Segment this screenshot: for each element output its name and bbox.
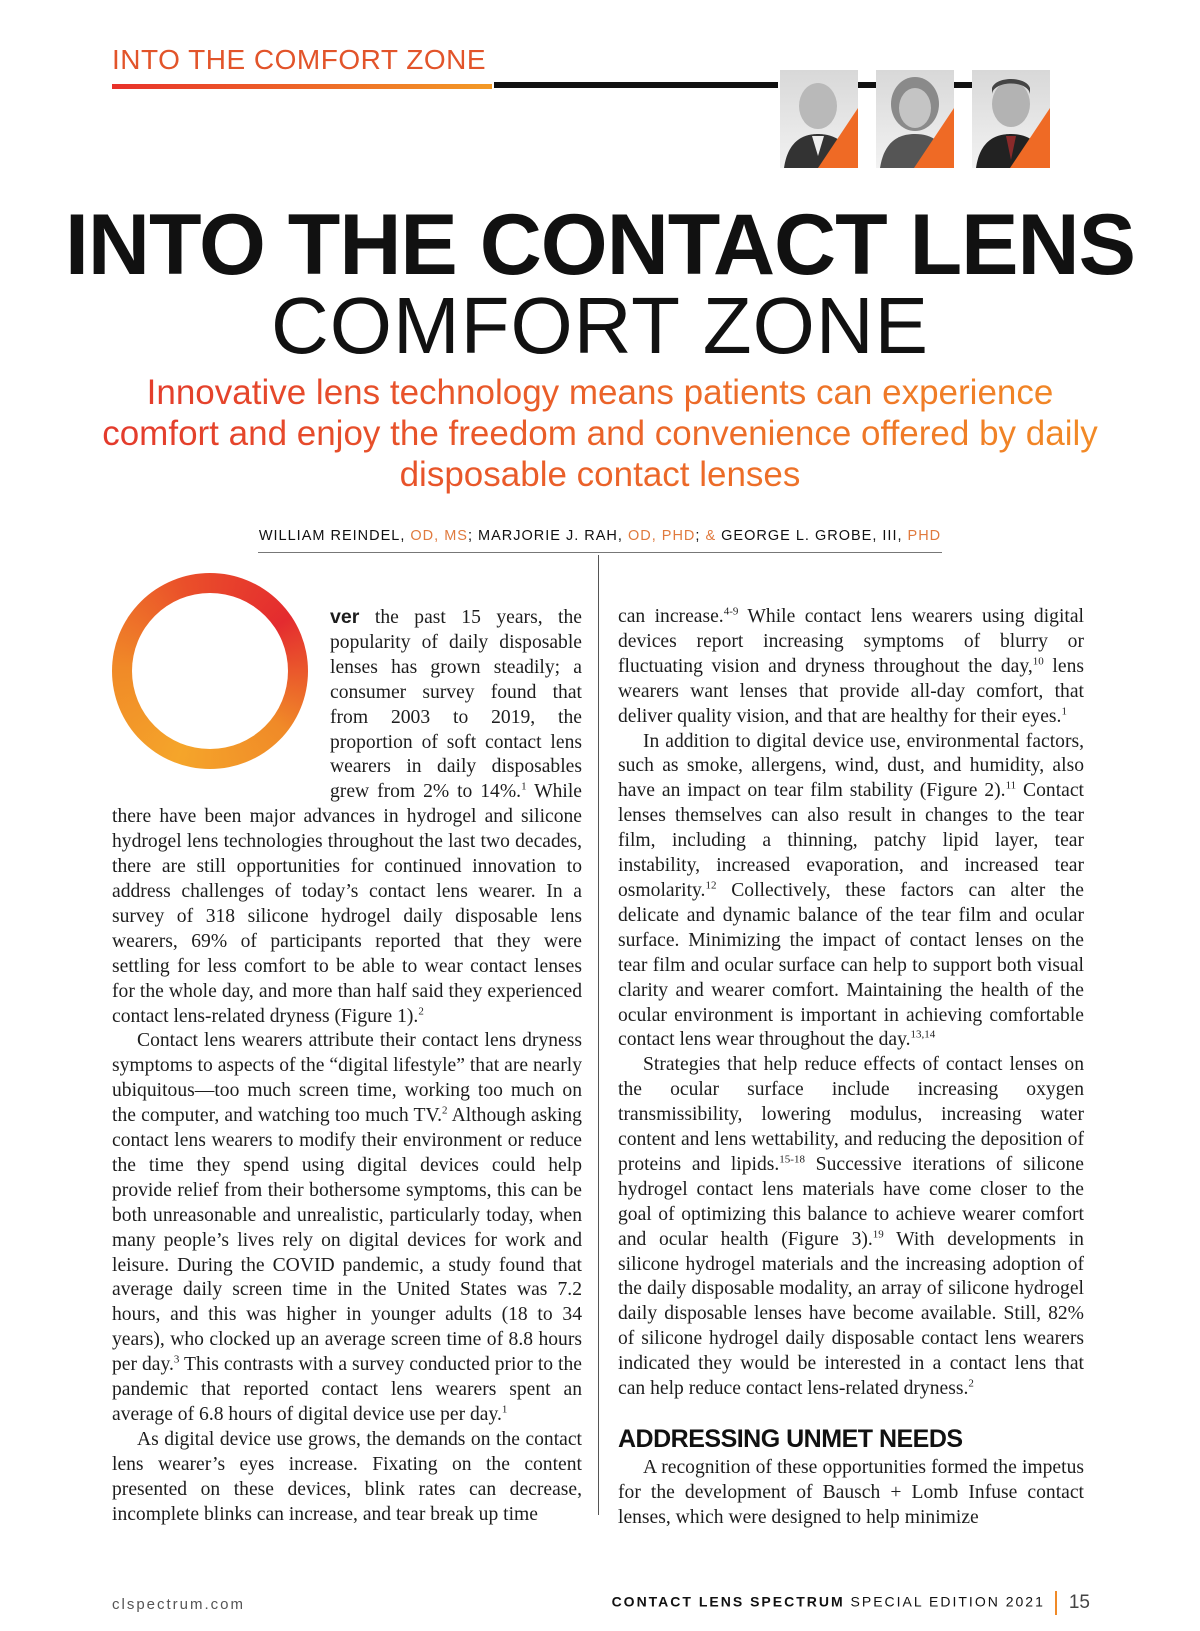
paragraph-text: Strategies that help reduce effects of contact lenses on the ocular surface include increasing oxygen transmissibility, lowering modulus, increasing water content and lens wettability, and reducing the deposition of proteins and lipids. (618, 1054, 1084, 1175)
body-paragraph (112, 1029, 582, 1428)
author-name: MARJORIE J. RAH, (478, 528, 623, 544)
drop-cap-space (110, 605, 320, 793)
paragraph-text: With developments in silicone hydrogel materials and the increasing adoption of the daily disposable modality, an array of silicone hydrogel daily disposable lenses have become available. Still, 82% of silicone hydrogel daily disposable contact lens wearers indicated they would be interested in a contact lens that can help reduce contact lens-related dryness. (618, 1228, 1084, 1400)
author-portrait-1 (780, 70, 858, 168)
body-paragraph (618, 1456, 1084, 1531)
article-subtitle: Innovative lens technology means patients can experience comfort and enjoy the freedom and convenience offered by daily disposable contact lenses (100, 372, 1100, 495)
byline-separator: ; (467, 528, 479, 544)
citation: 10 (1032, 655, 1044, 668)
citation: 1 (501, 1403, 508, 1416)
body-paragraph (618, 1053, 1084, 1402)
author-degree: PHD (902, 528, 942, 544)
footer-separator (1055, 1591, 1057, 1615)
byline-rule (258, 552, 942, 553)
section-underline (112, 84, 492, 89)
footer-website: clspectrum.com (112, 1596, 246, 1613)
paragraph-text: As digital device use grows, the demands on the contact lens wearer’s eyes increase. Fixating on the content presented on these devices, blink rates can decrease, incomplete blinks can increase, and tear break up time (112, 1428, 582, 1525)
body-paragraph (112, 1428, 582, 1528)
paragraph-text: can increase. (618, 606, 724, 627)
author-portrait-2 (876, 70, 954, 168)
citation: 13,14 (910, 1028, 936, 1041)
byline-ampersand: & (705, 528, 722, 544)
citation: 12 (705, 879, 717, 892)
paragraph-text: Collectively, these factors can alter the delicate and dynamic balance of the tear film and ocular surface. Minimizing the impact of contact lenses on the tear film and ocular surface can help to support both visual clarity and wearer comfort. Maintaining the health of the ocular environment is important in achieving comfortable contact lens wear throughout the day. (618, 879, 1084, 1051)
citation: 2 (968, 1377, 974, 1390)
footer-publication (612, 1591, 1090, 1615)
author-name: GEORGE L. GROBE, III, (721, 528, 903, 544)
citation: 15-18 (779, 1153, 805, 1166)
paragraph-text: Contact lenses themselves can also result in changes to the tear film, including a thinning, patchy lipid layer, tear instability, increased evaporation, and increased tear osmolarity. (618, 780, 1084, 901)
publication-edition: SPECIAL EDITION 2021 (844, 1593, 1045, 1610)
byline (0, 528, 1200, 544)
section-label: INTO THE COMFORT ZONE (112, 44, 487, 75)
citation: 1 (521, 780, 527, 793)
page-number: 15 (1068, 1592, 1090, 1613)
lead-word: ver (330, 606, 360, 628)
paragraph-text: the past 15 years, the popularity of daily disposable lenses has grown steadily; a consumer survey found that from 2003 to 2019, the proportion of soft contact lens wearers in daily disposables grew from 2% to 14%. (330, 607, 582, 803)
paragraph-text: While there have been major advances in hydrogel and silicone hydrogel lens technologies throughout the last two decades, there are still opportunities for continued innovation to address challenges of today’s contact lens wearer. In a survey of 318 silicone hydrogel daily disposable lens wearers, 69% of participants reported that they were settling for less comfort to be able to wear contact lenses for the whole day, and more than half said they experienced contact lens-related dryness (Figure 1). (112, 781, 582, 1027)
citation: 11 (1005, 779, 1017, 792)
body-column-left (112, 605, 582, 1528)
paragraph-text: Although asking contact lens wearers to modify their environment or reduce the time they spend using digital devices could help provide relief from their bothersome symptoms, this can be both unreasonable and unrealistic, particularly today, when many people’s lives rely on digital devices for work and leisure. During the COVID pandemic, a study found that average daily screen time in the United States was 7.2 hours, and this was higher in younger adults (18 to 34 years), who clocked up an average screen time of 8.8 hours per day. (112, 1105, 582, 1376)
body-paragraph (618, 730, 1084, 1054)
body-column-right (618, 605, 1084, 1531)
byline-separator: ; (695, 528, 706, 544)
citation: 3 (173, 1353, 180, 1366)
paragraph-text: A recognition of these opportunities formed the impetus for the development of Bausch + Lomb Infuse contact lenses, which were designed to help minimize (618, 1457, 1084, 1528)
citation: 19 (872, 1228, 884, 1241)
citation: 2 (418, 1004, 424, 1017)
author-degree: OD, MS (405, 528, 468, 544)
body-paragraph (618, 605, 1084, 730)
paragraph-text: Contact lens wearers attribute their contact lens dryness symptoms to aspects of the “digital lifestyle” that are nearly ubiquitous—too much screen time, working too much on the computer, and watching too much TV. (112, 1030, 582, 1127)
article-title-line-2: COMFORT ZONE (271, 281, 929, 370)
header-rule-dash (954, 82, 974, 88)
author-degree: OD, PHD (622, 528, 696, 544)
paragraph-text: In addition to digital device use, environmental factors, such as smoke, allergens, wind, dust, and humidity, also have an impact on tear film stability (Figure 2). (618, 730, 1084, 802)
publication-name: CONTACT LENS SPECTRUM (611, 1593, 845, 1610)
paragraph-text: lens wearers want lenses that provide all-day comfort, that deliver quality vision, and that are healthy for their eyes. (618, 655, 1084, 727)
author-portrait-3 (972, 70, 1050, 168)
header-rule (494, 82, 778, 88)
column-divider (598, 555, 599, 1515)
author-name: WILLIAM REINDEL, (258, 528, 406, 544)
header-rule-dash (858, 82, 878, 88)
citation: 4-9 (723, 605, 739, 618)
citation: 1 (1061, 705, 1067, 718)
article-title-line-1: INTO THE CONTACT LENS (65, 197, 1135, 293)
section-subhead: ADDRESSING UNMET NEEDS (618, 1425, 963, 1453)
citation: 2 (442, 1104, 448, 1117)
paragraph-text: Successive iterations of silicone hydrogel contact lens materials have come closer to the goal of optimizing this balance to achieve wearer comfort and ocular health (Figure 3). (618, 1153, 1084, 1250)
paragraph-text: While contact lens wearers using digital devices report increasing symptoms of blurry or fluctuating vision and dryness throughout the day, (618, 606, 1084, 677)
paragraph-text: This contrasts with a survey conducted prior to the pandemic that reported contact lens wearers spent an average of 6.8 hours of digital device use per day. (112, 1354, 582, 1425)
